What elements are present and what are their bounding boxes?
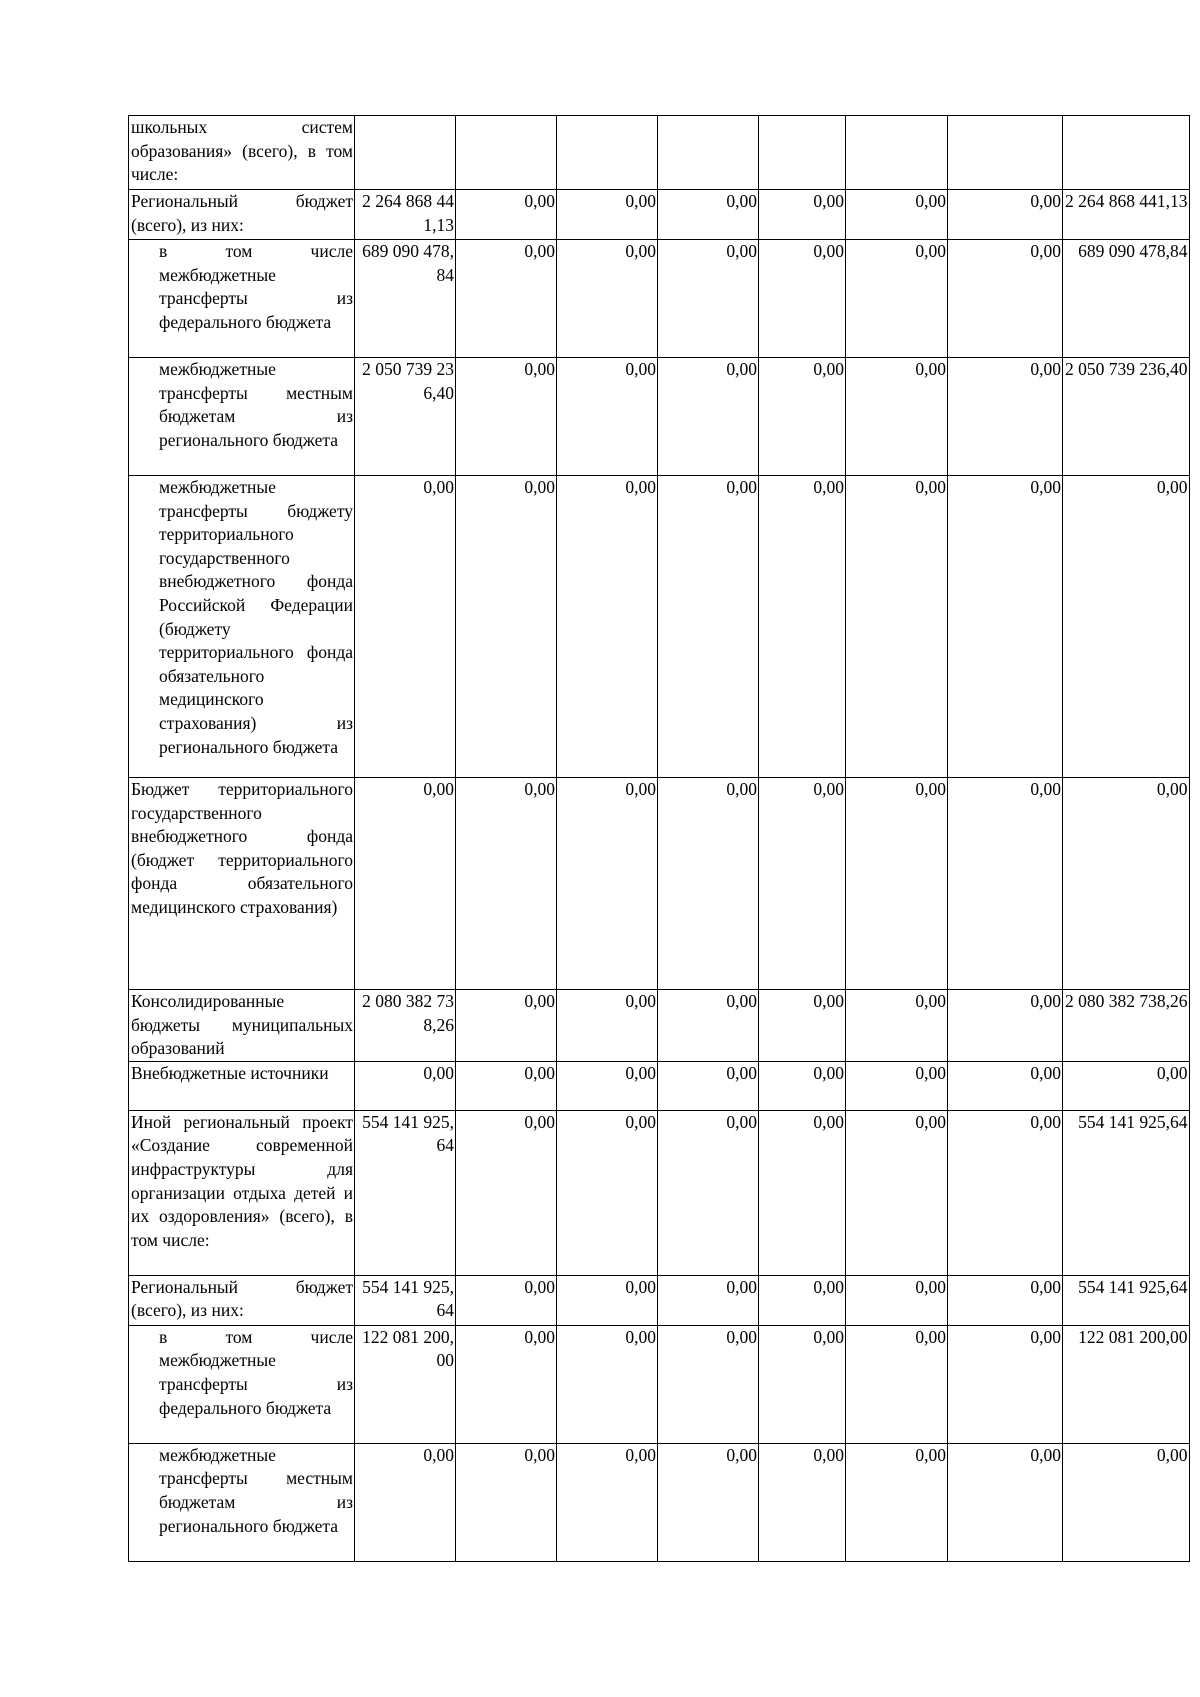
value-cell: 0,00 bbox=[846, 778, 948, 990]
value-cell: 0,00 bbox=[759, 1443, 846, 1561]
table-row bbox=[129, 358, 1190, 476]
value-cell: 0,00 bbox=[456, 240, 557, 358]
value-cell: 0,00 bbox=[948, 1443, 1063, 1561]
value-cell bbox=[846, 116, 948, 190]
row-label: Внебюджетные источники bbox=[129, 1061, 355, 1110]
table-row bbox=[129, 990, 1190, 1062]
value-cell: 0,00 bbox=[658, 1275, 759, 1325]
value-cell: 0,00 bbox=[557, 990, 658, 1062]
value-cell: 0,00 bbox=[355, 1061, 456, 1110]
value-cell: 0,00 bbox=[557, 358, 658, 476]
value-cell: 2 080 382 738,26 bbox=[1063, 990, 1190, 1062]
value-cell: 554 141 925,64 bbox=[355, 1110, 456, 1275]
table-row bbox=[129, 476, 1190, 778]
value-cell: 554 141 925,64 bbox=[1063, 1110, 1190, 1275]
table-row bbox=[129, 1110, 1190, 1275]
value-cell bbox=[456, 116, 557, 190]
value-cell: 0,00 bbox=[759, 190, 846, 240]
value-cell: 2 050 739 236,40 bbox=[355, 358, 456, 476]
value-cell: 2 264 868 441,13 bbox=[355, 190, 456, 240]
value-cell: 0,00 bbox=[846, 476, 948, 778]
value-cell: 0,00 bbox=[948, 990, 1063, 1062]
value-cell: 0,00 bbox=[456, 990, 557, 1062]
value-cell: 689 090 478,84 bbox=[1063, 240, 1190, 358]
table-row bbox=[129, 116, 1190, 190]
table-row bbox=[129, 1325, 1190, 1443]
value-cell: 0,00 bbox=[948, 1275, 1063, 1325]
value-cell: 0,00 bbox=[557, 778, 658, 990]
value-cell: 0,00 bbox=[658, 1061, 759, 1110]
value-cell: 0,00 bbox=[456, 1443, 557, 1561]
table-row bbox=[129, 1443, 1190, 1561]
row-label: межбюджетные трансферты бюджету территориального государственного внебюджетного фонда Российской Федерации (бюджету территориального фонда обязательного медицинского страхования) из регионального бюджета bbox=[129, 476, 355, 778]
value-cell: 0,00 bbox=[355, 778, 456, 990]
budget-table bbox=[128, 115, 1190, 1562]
row-label: Иной региональный проект «Создание современной инфраструктуры для организации отдыха детей и их оздоровления» (всего), в том числе: bbox=[129, 1110, 355, 1275]
value-cell: 0,00 bbox=[948, 476, 1063, 778]
row-label: Региональный бюджет (всего), из них: bbox=[129, 190, 355, 240]
value-cell: 0,00 bbox=[948, 358, 1063, 476]
value-cell: 122 081 200,00 bbox=[1063, 1325, 1190, 1443]
value-cell: 0,00 bbox=[948, 778, 1063, 990]
value-cell: 0,00 bbox=[456, 1110, 557, 1275]
row-label: Консолидированные бюджеты муниципальных образований bbox=[129, 990, 355, 1062]
value-cell: 0,00 bbox=[658, 778, 759, 990]
row-label: школьных систем образования» (всего), в том числе: bbox=[129, 116, 355, 190]
table-row bbox=[129, 240, 1190, 358]
value-cell: 0,00 bbox=[759, 778, 846, 990]
table-row bbox=[129, 1275, 1190, 1325]
value-cell: 122 081 200,00 bbox=[355, 1325, 456, 1443]
value-cell: 0,00 bbox=[557, 1110, 658, 1275]
value-cell: 0,00 bbox=[557, 240, 658, 358]
value-cell bbox=[557, 116, 658, 190]
value-cell bbox=[759, 116, 846, 190]
value-cell: 0,00 bbox=[557, 1061, 658, 1110]
value-cell: 0,00 bbox=[557, 1443, 658, 1561]
value-cell bbox=[658, 116, 759, 190]
row-label: в том числе межбюджетные трансферты из федерального бюджета bbox=[129, 240, 355, 358]
value-cell: 0,00 bbox=[759, 1061, 846, 1110]
value-cell: 0,00 bbox=[759, 1325, 846, 1443]
value-cell: 0,00 bbox=[557, 190, 658, 240]
value-cell bbox=[948, 116, 1063, 190]
value-cell: 554 141 925,64 bbox=[355, 1275, 456, 1325]
value-cell: 0,00 bbox=[456, 778, 557, 990]
value-cell: 0,00 bbox=[557, 1275, 658, 1325]
value-cell: 2 080 382 738,26 bbox=[355, 990, 456, 1062]
value-cell: 0,00 bbox=[456, 1275, 557, 1325]
value-cell: 0,00 bbox=[658, 1325, 759, 1443]
table-row bbox=[129, 1061, 1190, 1110]
value-cell: 0,00 bbox=[846, 358, 948, 476]
value-cell: 0,00 bbox=[948, 240, 1063, 358]
value-cell: 2 050 739 236,40 bbox=[1063, 358, 1190, 476]
table-row bbox=[129, 778, 1190, 990]
value-cell bbox=[355, 116, 456, 190]
row-label: Бюджет территориального государственного внебюджетного фонда (бюджет территориального фонда обязательного медицинского страхования) bbox=[129, 778, 355, 990]
value-cell: 0,00 bbox=[846, 190, 948, 240]
row-label: межбюджетные трансферты местным бюджетам из регионального бюджета bbox=[129, 1443, 355, 1561]
value-cell: 0,00 bbox=[759, 1275, 846, 1325]
value-cell: 0,00 bbox=[948, 1325, 1063, 1443]
value-cell: 0,00 bbox=[658, 990, 759, 1062]
value-cell: 0,00 bbox=[846, 240, 948, 358]
value-cell: 0,00 bbox=[759, 1110, 846, 1275]
value-cell: 0,00 bbox=[948, 1061, 1063, 1110]
value-cell: 554 141 925,64 bbox=[1063, 1275, 1190, 1325]
value-cell: 0,00 bbox=[846, 1110, 948, 1275]
value-cell: 689 090 478,84 bbox=[355, 240, 456, 358]
value-cell: 0,00 bbox=[759, 358, 846, 476]
value-cell: 0,00 bbox=[658, 1443, 759, 1561]
value-cell: 0,00 bbox=[658, 1110, 759, 1275]
value-cell: 0,00 bbox=[456, 190, 557, 240]
row-label: в том числе межбюджетные трансферты из федерального бюджета bbox=[129, 1325, 355, 1443]
table-row bbox=[129, 190, 1190, 240]
value-cell: 0,00 bbox=[456, 476, 557, 778]
value-cell: 0,00 bbox=[658, 240, 759, 358]
value-cell: 0,00 bbox=[557, 476, 658, 778]
value-cell: 0,00 bbox=[846, 1443, 948, 1561]
value-cell: 0,00 bbox=[1063, 476, 1190, 778]
value-cell: 0,00 bbox=[846, 990, 948, 1062]
value-cell: 0,00 bbox=[456, 1325, 557, 1443]
value-cell: 0,00 bbox=[948, 1110, 1063, 1275]
value-cell: 0,00 bbox=[759, 990, 846, 1062]
value-cell: 0,00 bbox=[846, 1325, 948, 1443]
value-cell: 0,00 bbox=[658, 358, 759, 476]
value-cell: 0,00 bbox=[355, 1443, 456, 1561]
value-cell: 0,00 bbox=[658, 476, 759, 778]
value-cell: 0,00 bbox=[1063, 778, 1190, 990]
value-cell: 0,00 bbox=[557, 1325, 658, 1443]
value-cell: 0,00 bbox=[456, 1061, 557, 1110]
value-cell: 0,00 bbox=[456, 358, 557, 476]
value-cell: 0,00 bbox=[846, 1275, 948, 1325]
value-cell: 0,00 bbox=[759, 476, 846, 778]
row-label: межбюджетные трансферты местным бюджетам из регионального бюджета bbox=[129, 358, 355, 476]
value-cell: 0,00 bbox=[846, 1061, 948, 1110]
budget-table-body bbox=[129, 116, 1190, 1562]
row-label: Региональный бюджет (всего), из них: bbox=[129, 1275, 355, 1325]
value-cell: 2 264 868 441,13 bbox=[1063, 190, 1190, 240]
value-cell: 0,00 bbox=[948, 190, 1063, 240]
value-cell: 0,00 bbox=[355, 476, 456, 778]
value-cell: 0,00 bbox=[658, 190, 759, 240]
value-cell: 0,00 bbox=[759, 240, 846, 358]
value-cell: 0,00 bbox=[1063, 1061, 1190, 1110]
value-cell: 0,00 bbox=[1063, 1443, 1190, 1561]
value-cell bbox=[1063, 116, 1190, 190]
